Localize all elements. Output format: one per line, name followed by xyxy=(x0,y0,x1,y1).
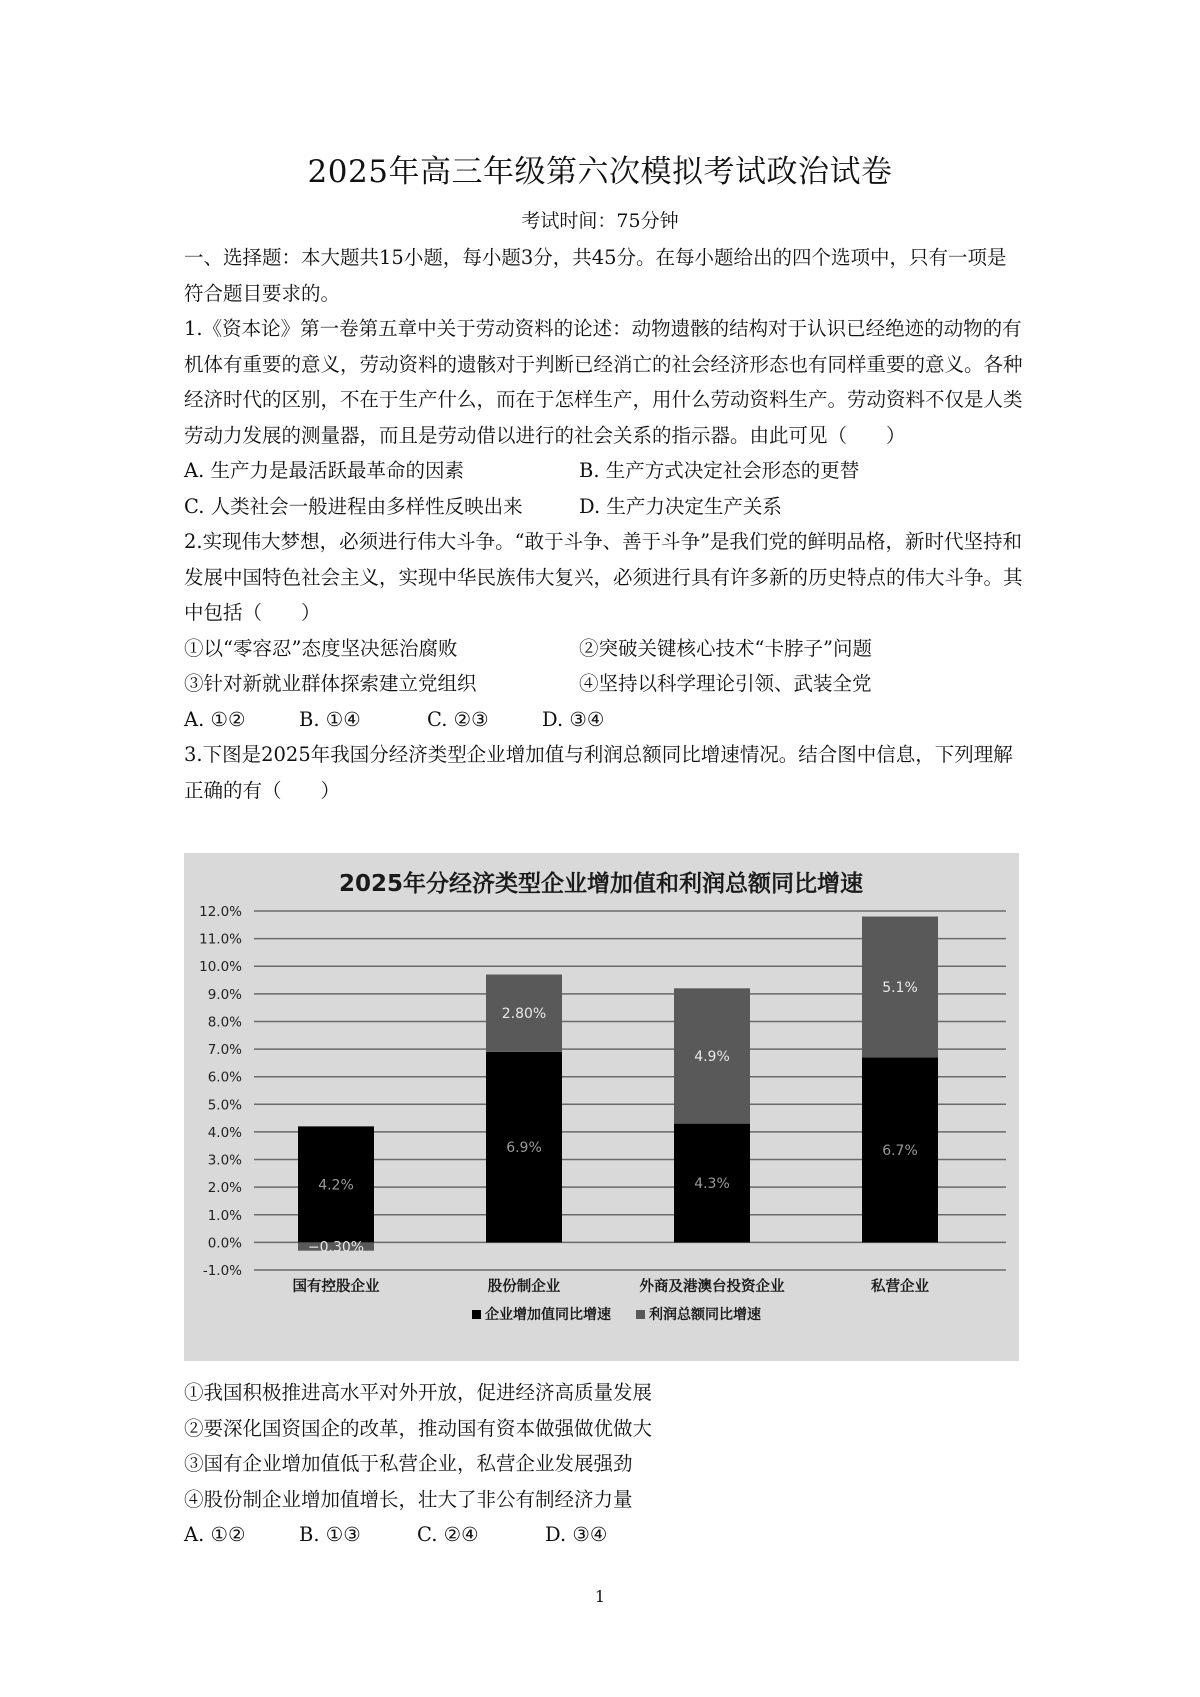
growth-chart xyxy=(184,853,1019,1361)
data-label-profit: 2.80% xyxy=(501,1006,547,1023)
question-1-options-row-1 xyxy=(184,453,1024,489)
page-title: 2025年高三年级第六次模拟考试政治试卷 xyxy=(307,154,893,190)
x-tick-label: 股份制企业 xyxy=(487,1279,561,1295)
chart-x-ticks xyxy=(293,1277,930,1295)
question-3-body xyxy=(184,1375,1024,1553)
y-tick-label: 10.0% xyxy=(199,959,242,976)
x-tick-label: 私营企业 xyxy=(871,1279,929,1295)
question-3-option-b[interactable]: B. ①③ xyxy=(299,1523,361,1546)
question-3-statement-4: ④股份制企业增加值增长，壮大了非公有制经济力量 xyxy=(184,1487,633,1511)
exam-duration: 考试时间：75分钟 xyxy=(521,210,679,232)
y-tick-label: 8.0% xyxy=(207,1014,242,1031)
question-1-option-c[interactable]: C. 人类社会一般进程由多样性反映出来 xyxy=(184,494,523,518)
data-label-value-added: 4.3% xyxy=(694,1176,730,1193)
data-label-value-added: 6.7% xyxy=(882,1142,918,1159)
question-2-statement-1: ①以“零容忍”态度坚决惩治腐败 xyxy=(184,636,458,660)
question-2-statement-3: ③针对新就业群体探索建立党组织 xyxy=(184,672,477,695)
y-tick-label: 7.0% xyxy=(207,1042,242,1059)
section-instructions: 一、选择题：本大题共15小题，每小题3分，共45分。在每小题给出的四个选项中，只有一项是符合题目要求的。 xyxy=(184,246,1007,305)
question-3-option-c[interactable]: C. ②④ xyxy=(417,1523,479,1546)
chart-title: 2025年分经济类型企业增加值和利润总额同比增速 xyxy=(338,871,864,897)
question-3-option-d[interactable]: D. ③④ xyxy=(545,1523,608,1546)
y-tick-label: 3.0% xyxy=(207,1152,242,1169)
data-label-profit: 4.9% xyxy=(694,1048,730,1065)
data-label-profit: 5.1% xyxy=(882,979,918,996)
y-tick-label: 9.0% xyxy=(207,986,242,1003)
chart-y-ticks xyxy=(199,904,242,1279)
x-tick-label: 国有控股企业 xyxy=(292,1279,380,1295)
question-2-option-a[interactable]: A. ①② xyxy=(184,707,246,731)
question-3-statement-2: ②要深化国资国企的改革，推动国有资本做强做优做大 xyxy=(184,1416,653,1440)
question-2-statement-2: ②突破关键核心技术“卡脖子”问题 xyxy=(579,636,872,660)
question-body xyxy=(184,240,1024,808)
data-label-profit: −0.30% xyxy=(307,1239,365,1256)
y-tick-label: 6.0% xyxy=(207,1069,242,1086)
question-2-option-b[interactable]: B. ①④ xyxy=(299,707,361,731)
y-tick-label: 5.0% xyxy=(207,1097,242,1114)
question-2-statements-row-2 xyxy=(184,666,1024,702)
page-number: 1 xyxy=(594,1587,606,1606)
question-1-option-b[interactable]: B. 生产方式决定社会形态的更替 xyxy=(579,459,860,482)
y-tick-label: 0.0% xyxy=(207,1235,242,1252)
data-label-value-added: 6.9% xyxy=(506,1140,542,1157)
y-tick-label: 1.0% xyxy=(207,1207,242,1224)
question-1-options-row-2 xyxy=(184,489,1024,525)
question-3-stem: 3.下图是2025年我国分经济类型企业增加值与利润总额同比增速情况。结合图中信息，下列理解正确的有（ ） xyxy=(184,743,1013,802)
question-3-statement-1: ①我国积极推进高水平对外开放，促进经济高质量发展 xyxy=(184,1381,653,1404)
y-tick-label: -1.0% xyxy=(202,1263,242,1279)
question-2-option-d[interactable]: D. ③④ xyxy=(542,707,605,731)
question-3-statement-3: ③国有企业增加值低于私营企业，私营企业发展强劲 xyxy=(184,1452,633,1475)
legend-label: 利润总额同比增速 xyxy=(649,1307,761,1323)
question-3-option-a[interactable]: A. ①② xyxy=(184,1523,246,1546)
question-2-statement-4: ④坚持以科学理论引领、武装全党 xyxy=(579,672,872,695)
y-tick-label: 11.0% xyxy=(199,931,242,948)
chart-bars xyxy=(298,917,938,1256)
data-label-value-added: 4.2% xyxy=(318,1177,354,1194)
legend-swatch xyxy=(472,1310,481,1319)
growth-chart-svg xyxy=(184,853,1019,1361)
question-2-option-c[interactable]: C. ②③ xyxy=(427,707,489,731)
y-tick-label: 2.0% xyxy=(207,1180,242,1197)
question-2-statements-row-1 xyxy=(184,631,1024,667)
legend-label: 企业增加值同比增速 xyxy=(485,1307,611,1323)
question-2-stem: 2.实现伟大梦想，必须进行伟大斗争。“敢于斗争、善于斗争”是我们党的鲜明品格，新时代坚持和发展中国特色社会主义，实现中华民族伟大复兴，必须进行具有许多新的历史特点的伟大斗争。其中包括（ ） xyxy=(184,530,1023,624)
question-1-option-d[interactable]: D. 生产力决定生产关系 xyxy=(579,494,782,518)
y-tick-label: 4.0% xyxy=(207,1124,242,1141)
question-2-options xyxy=(184,702,1024,738)
x-tick-label: 外商及港澳台投资企业 xyxy=(639,1279,785,1295)
question-1-stem: 1.《资本论》第一卷第五章中关于劳动资料的论述：动物遗骸的结构对于认识已经绝迹的动物的有机体有重要的意义，劳动资料的遗骸对于判断已经消亡的社会经济形态也有同样重要的意义。各种经济时代的区别，不在于生产什么，而在于怎样生产，用什么劳动资料生产。劳动资料不仅是人类劳动力发展的测量器，而且是劳动借以进行的社会关系的指示器。由此可见（ ） xyxy=(184,317,1023,447)
y-tick-label: 12.0% xyxy=(199,904,242,920)
question-3-options xyxy=(184,1517,1024,1553)
chart-legend xyxy=(472,1306,761,1323)
question-1-option-a[interactable]: A. 生产力是最活跃最革命的因素 xyxy=(184,459,464,482)
legend-swatch xyxy=(636,1310,645,1319)
